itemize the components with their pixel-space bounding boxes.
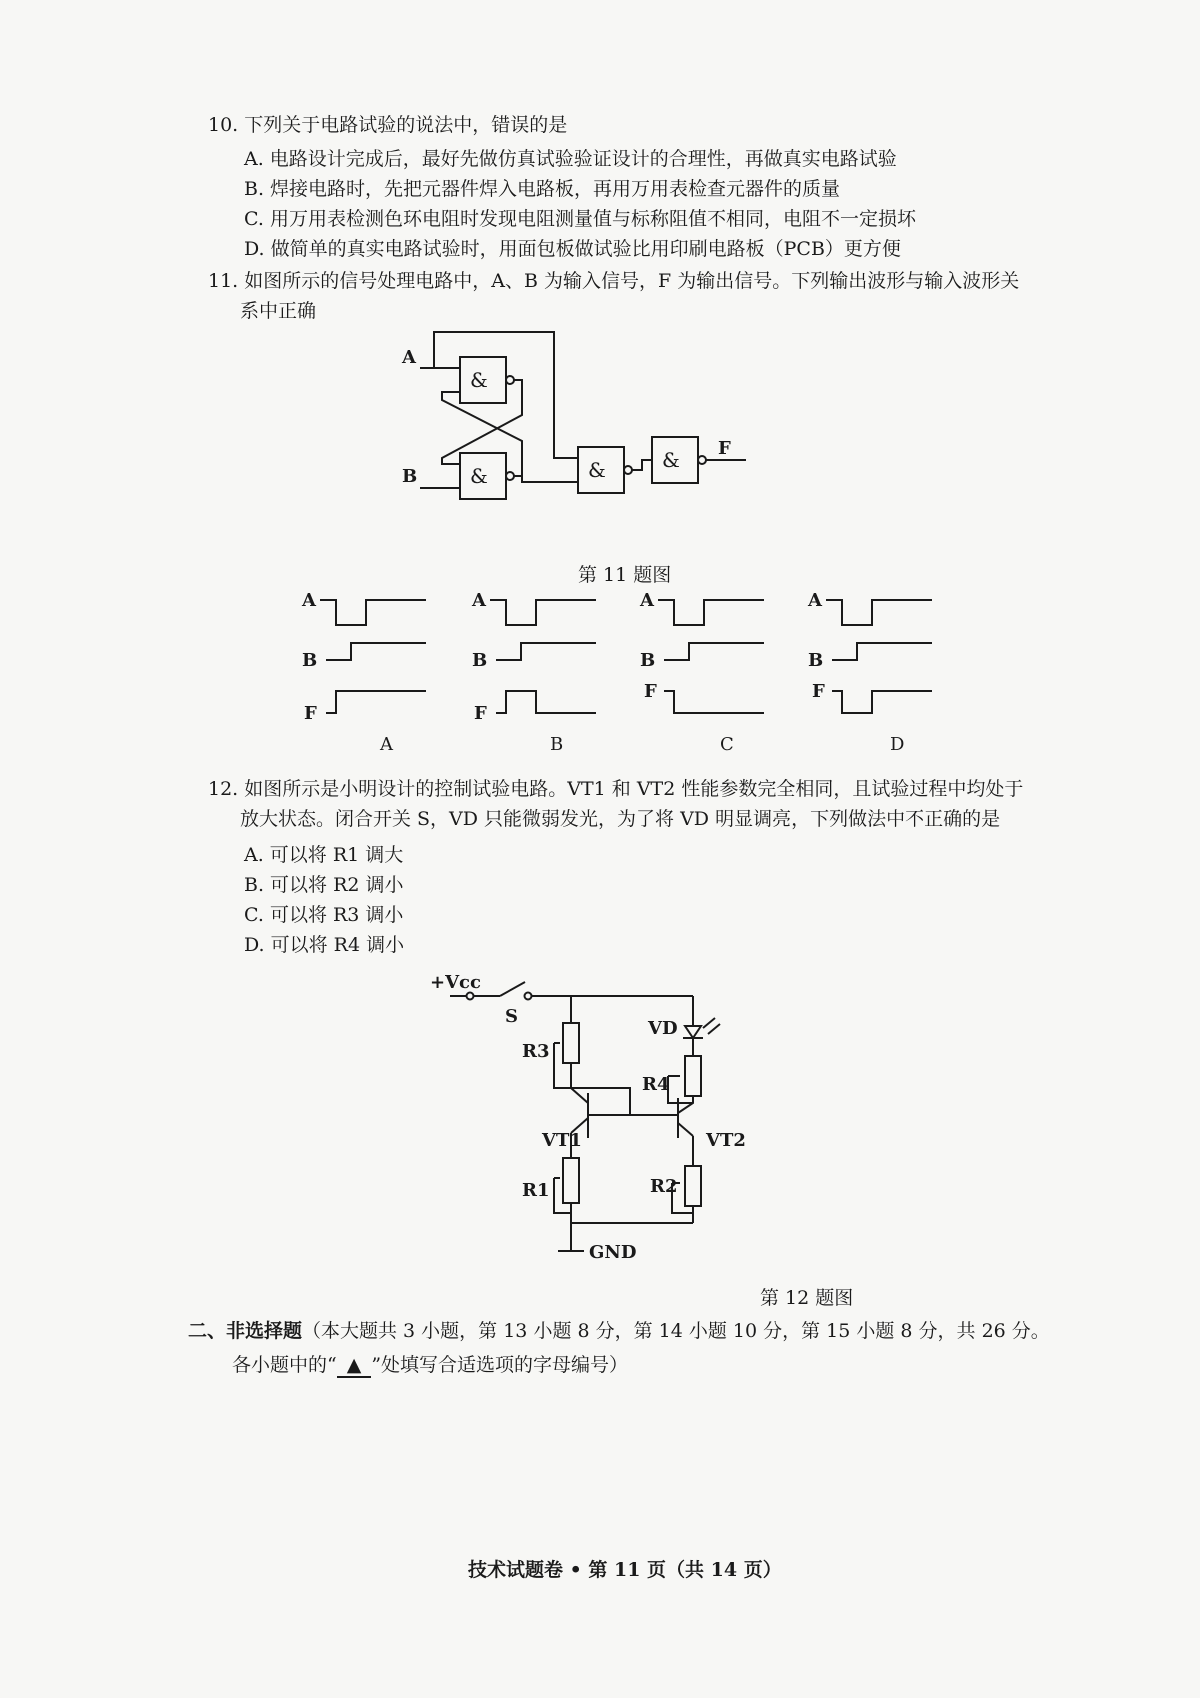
q12-led-vd <box>685 1026 701 1038</box>
q12-resistor-r1 <box>563 1158 579 1203</box>
q11-wave-d-label-f: F <box>812 681 825 702</box>
q12-label-r1: R1 <box>522 1180 550 1201</box>
q11-wave-a-input-b <box>326 643 426 660</box>
q11-choice-letter-c: C <box>720 734 734 755</box>
q11-wave-b-label-f: F <box>474 703 487 724</box>
q11-wave-c-label-f: F <box>644 681 657 702</box>
q12-figure-caption: 第 12 题图 <box>760 1287 854 1309</box>
q11-choice-letter-d: D <box>890 734 905 755</box>
q12-option-b: B. 可以将 R2 调小 <box>244 874 404 896</box>
section2-instruction-post: ”处填写合适选项的字母编号） <box>371 1354 629 1376</box>
section2-line1 <box>188 1318 1050 1344</box>
q12-resistor-r2 <box>685 1166 701 1206</box>
q11-wave-a-input-a <box>320 600 426 625</box>
q12-option-d: D. 可以将 R4 调小 <box>244 934 405 956</box>
q11-wave-c-input-a <box>658 600 764 625</box>
q12-transistor-circuit <box>430 968 750 1308</box>
q11-wave-a-label-a: A <box>302 590 316 611</box>
q12-label-vcc: +Vcc <box>430 972 481 993</box>
section2-line2 <box>232 1352 628 1378</box>
q11-wave-c-input-b <box>664 643 764 660</box>
q11-gate-symbol-1: & <box>470 368 488 392</box>
q12-label-r2: R2 <box>650 1176 678 1197</box>
q12-option-c: C. 可以将 R3 调小 <box>244 904 404 926</box>
q11-label-f: F <box>718 438 731 459</box>
q11-wave-c-output-f <box>664 691 764 713</box>
q12-resistor-r3 <box>563 1023 579 1063</box>
q11-stem-line2: 系中正确 <box>240 300 317 322</box>
page-footer: 技术试题卷 • 第 11 页（共 14 页） <box>468 1559 782 1581</box>
q11-wave-d-input-a <box>826 600 932 625</box>
q11-stem-line1: 11. 如图所示的信号处理电路中，A、B 为输入信号，F 为输出信号。下列输出波形与输入波形关 <box>208 270 1020 292</box>
q11-wave-b-input-b <box>496 643 596 660</box>
q11-wave-b-output-f <box>496 691 596 713</box>
q11-wave-a-output-f <box>326 691 426 713</box>
section2-instruction-pre: 各小题中的“ <box>232 1354 337 1376</box>
q12-label-r4: R4 <box>642 1074 670 1095</box>
section2-intro: （本大题共 3 小题，第 13 小题 8 分，第 14 小题 10 分，第 15 小题 8 分，共 26 分。 <box>302 1320 1050 1342</box>
q11-label-b: B <box>402 466 418 487</box>
q12-label-r3: R3 <box>522 1041 550 1062</box>
q11-choice-letter-b: B <box>550 734 564 755</box>
answer-blank-mark: ▲ <box>337 1354 372 1378</box>
q11-wave-b-label-a: A <box>472 590 486 611</box>
q12-stem-line1: 12. 如图所示是小明设计的控制试验电路。VT1 和 VT2 性能参数完全相同，且试验过程中均处于 <box>208 778 1024 800</box>
q11-wave-d-output-f <box>832 691 932 713</box>
q11-wave-c-label-b: B <box>640 650 656 671</box>
section2-title: 二、非选择题 <box>188 1320 303 1342</box>
q10-stem: 10. 下列关于电路试验的说法中，错误的是 <box>208 114 568 136</box>
q11-wave-c-label-a: A <box>640 590 654 611</box>
q11-logic-circuit <box>402 340 820 550</box>
q12-resistor-r4 <box>685 1056 701 1096</box>
q12-label-s: S <box>505 1006 518 1027</box>
q10-option-a: A. 电路设计完成后，最好先做仿真试验验证设计的合理性，再做真实电路试验 <box>244 148 897 170</box>
q12-stem-line2: 放大状态。闭合开关 S，VD 只能微弱发光，为了将 VD 明显调亮，下列做法中不正确的是 <box>240 808 1001 830</box>
q12-label-vt1: VT1 <box>542 1130 582 1151</box>
q11-wave-a-label-b: B <box>302 650 318 671</box>
q11-wave-d-label-b: B <box>808 650 824 671</box>
q11-wave-b-label-b: B <box>472 650 488 671</box>
q11-wave-d-input-b <box>832 643 932 660</box>
q11-wave-d-label-a: A <box>808 590 822 611</box>
q11-wave-b-input-a <box>490 600 596 625</box>
q10-option-b: B. 焊接电路时，先把元器件焊入电路板，再用万用表检查元器件的质量 <box>244 178 841 200</box>
q11-choice-letter-a: A <box>380 734 393 755</box>
q11-gate-symbol-2: & <box>470 464 488 488</box>
q10-option-d: D. 做简单的真实电路试验时，用面包板做试验比用印刷电路板（PCB）更方便 <box>244 238 901 260</box>
q11-waveform-options <box>300 585 950 755</box>
q10-option-c: C. 用万用表检测色环电阻时发现电阻测量值与标称阻值不相同，电阻不一定损坏 <box>244 208 916 230</box>
q11-figure-caption: 第 11 题图 <box>578 564 672 586</box>
q11-label-a: A <box>402 347 416 368</box>
q12-option-a: A. 可以将 R1 调大 <box>244 844 404 866</box>
q12-label-vd: VD <box>648 1018 678 1039</box>
q11-gate-symbol-4: & <box>662 448 680 472</box>
q11-wave-a-label-f: F <box>304 703 317 724</box>
q11-gate-symbol-3: & <box>588 458 606 482</box>
q12-label-gnd: GND <box>589 1242 637 1263</box>
q12-label-vt2: VT2 <box>706 1130 746 1151</box>
